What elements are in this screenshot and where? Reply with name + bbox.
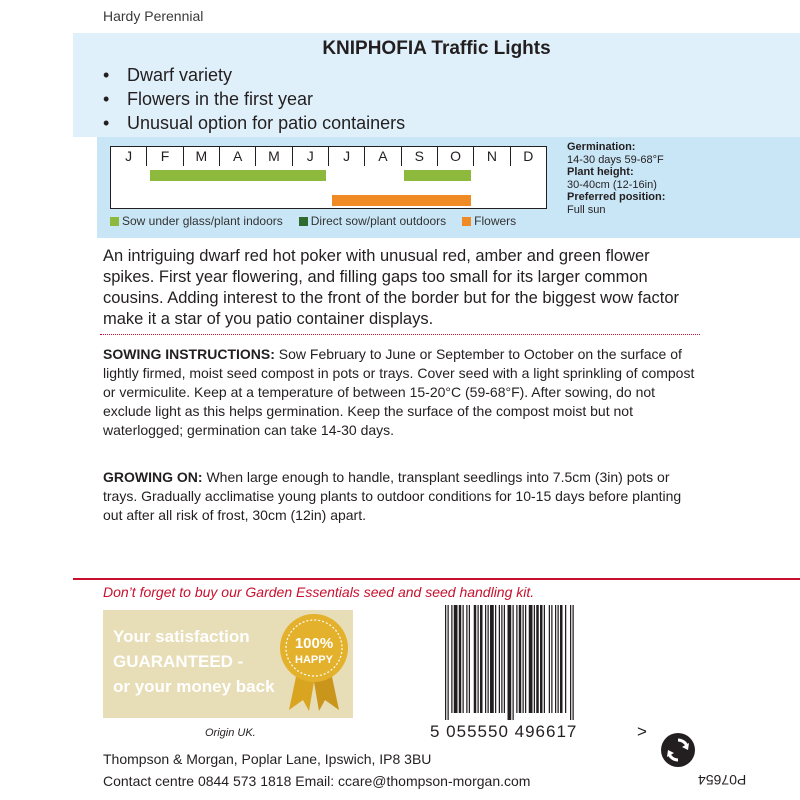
address-line: Thompson & Morgan, Poplar Lane, Ipswich, IP8 3BU [103,751,432,767]
barcode-bar-12 [488,605,489,713]
barcode-bar-9 [478,605,479,713]
barcode-bar-8 [474,605,477,713]
recycle-icon [660,732,696,768]
barcode-bar-2 [451,605,452,713]
reminder-text: Don’t forget to buy our Garden Essentials seed and seed handling kit. [103,584,535,600]
height-label: Plant height: [567,166,634,178]
barcode-bar-3 [454,605,458,713]
sowing-text: Sow February to June or September to October on the surface of lightly firmed, moist seed compost in pots or trays. Cover seed with a light sprinkling of compost or vermiculite. Keep at a temperature of between 15-20°C (59-68°F). After sowing, do not exclude light as this helps germination. Keep the surface of the compost moist but not waterlogged; germination can take 14-30 days. [103,346,695,438]
product-title: KNIPHOFIA Traffic Lights [322,38,551,59]
guarantee-text [113,624,275,699]
barcode-bar-30 [551,605,552,713]
barcode-digits: 5 055550 496617 [430,722,578,741]
month-cell: M [184,147,220,166]
legend-label: Flowers [474,214,517,228]
height-value: 30-40cm (12-16in) [567,178,657,191]
barcode-bar-33 [560,605,563,713]
germination-label: Germination: [567,141,636,153]
barcode-bar-18 [508,605,512,720]
company-address [103,748,530,792]
barcode-bar-4 [459,605,462,713]
month-cell: J [111,147,147,166]
month-cell: J [293,147,329,166]
product-description: An intriguing dwarf red hot poker with unusual red, amber and green flower spikes. First year flowering, and filling gaps too small for its larger common cousins. Adding interest to the front of the border but for the biggest wow factor make it a star of you patio container displays. [103,247,680,328]
month-cell: A [365,147,401,166]
month-row [110,146,547,167]
legend-label: Sow under glass/plant indoors [122,214,283,228]
category-label: Hardy Perennial [103,8,204,24]
growing-heading: GROWING ON: [103,469,203,485]
barcode-bar-16 [501,605,502,713]
sowing-calendar [97,137,559,238]
legend-flowers [462,214,516,228]
month-cell: O [438,147,474,166]
barcode-bar-14 [495,605,496,713]
legend-swatch [110,217,119,226]
barcode-quiet-zone-marker: > [637,722,647,741]
feature-list [103,63,405,135]
barcode-bar-0 [445,605,446,720]
product-code: P07654 [698,772,747,788]
barcode-bar-22 [523,605,524,713]
happy-badge-icon [279,612,349,712]
barcode-bar-10 [480,605,483,713]
barcode-bar-23 [525,605,526,713]
growing-text: When large enough to handle, transplant seedlings into 7.5cm (3in) pots or trays. Gradually acclimatise young plants to outdoor conditions for 10-15 days before planting out after all risk of frost, 30cm (12in) apart. [103,469,682,523]
position-label: Preferred position: [567,191,666,203]
feature-item: • Dwarf variety [103,63,405,87]
barcode [445,605,625,720]
feature-item: • Flowers in the first year [103,87,405,111]
origin-label: Origin UK. [205,727,256,739]
month-cell: J [329,147,365,166]
guarantee-box [103,610,353,718]
calendar-bar-sow-under-glass-plant-indoors-1 [404,170,471,181]
barcode-bar-25 [534,605,535,713]
month-cell: F [147,147,183,166]
badge-happy: HAPPY [295,654,333,666]
barcode-bar-24 [529,605,533,713]
month-cell: N [474,147,510,166]
barcode-bar-17 [504,605,505,713]
barcode-bar-13 [490,605,494,713]
barcode-bar-26 [536,605,539,713]
badge-percent: 100% [294,635,334,652]
calendar-legend [110,214,516,228]
barcode-bar-32 [558,605,559,713]
red-rule [73,578,800,580]
dotted-divider [100,334,700,335]
month-cell: M [256,147,292,166]
sowing-instructions [103,345,703,440]
barcode-bar-36 [573,605,574,720]
month-cell: A [220,147,256,166]
growing-info-panel [559,137,800,238]
barcode-bar-34 [565,605,566,713]
barcode-bar-1 [448,605,449,720]
contact-line: Contact centre 0844 573 1818 Email: ccare@thompson-morgan.com [103,773,531,789]
month-cell: D [523,148,534,164]
feature-item: • Unusual option for patio containers [103,111,405,135]
calendar-bar-area [110,166,547,209]
barcode-bar-35 [570,605,571,720]
barcode-bar-29 [549,605,550,713]
barcode-bar-7 [469,605,470,713]
barcode-bar-31 [555,605,556,713]
growing-info-text [567,141,665,216]
calendar-bar-flowers-2 [332,195,471,206]
barcode-bar-6 [466,605,467,713]
barcode-bar-19 [513,605,514,720]
calendar-bar-sow-under-glass-plant-indoors-0 [150,170,325,181]
legend-swatch [299,217,308,226]
barcode-bar-11 [485,605,486,713]
legend-sow-outdoors [299,214,446,228]
legend-swatch [462,217,471,226]
guarantee-line: GUARANTEED - [113,652,244,671]
barcode-bar-5 [463,605,464,713]
barcode-bar-21 [519,605,522,713]
barcode-bar-28 [544,605,545,713]
guarantee-line: or your money back [113,677,275,696]
barcode-bar-27 [540,605,543,713]
legend-label: Direct sow/plant outdoors [310,214,447,228]
guarantee-line: Your satisfaction [113,627,250,646]
barcode-bar-15 [499,605,500,713]
header-panel [73,33,800,137]
position-value: Full sun [567,203,606,216]
barcode-bar-20 [516,605,517,713]
month-cell: S [402,147,438,166]
sowing-heading: SOWING INSTRUCTIONS: [103,346,275,362]
growing-on [103,468,703,525]
legend-sow-indoors [110,214,283,228]
germination-value: 14-30 days 59-68°F [567,153,664,166]
